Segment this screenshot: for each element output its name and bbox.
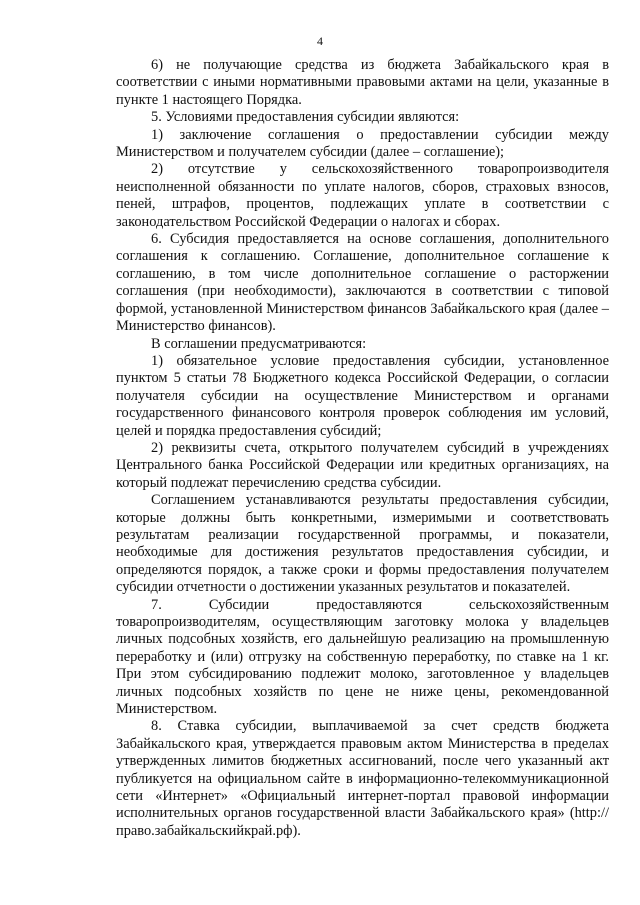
paragraph-agreement-provisions: В соглашении предусматриваются: (151, 335, 367, 352)
paragraph-agreement-item-1: 1) обязательное условие предоставления субсидии, установленное пунктом 5 статьи 78 Бюджетного кодекса Российской Федерации, о согласии получателя субсидии на осуществление Министерством и органами государственного финансового контроля проверок соблюдения им условий, целей и порядка предоставления субсидий; (116, 352, 609, 439)
paragraph-clause-5-item-2: 2) отсутствие у сельскохозяйственного товаропроизводителя неисполненной обязанности по уплате налогов, сборов, страховых взносов, пеней, штрафов, процентов, подлежащих уплате в соответствии с законодательством Российской Федерации о налогах и сборах. (116, 161, 609, 230)
paragraph-agreement-results: Соглашением устанавливаются результаты предоставления субсидии, которые должны быть конкретными, измеримыми и соответствовать результатам реализации государственной программы, и показатели, необходимые для достижения результатов предоставления субсидии, и определяются порядок, а также сроки и формы предоставления получателем субсидии отчетности о достижении указанных результатов и показателей. (116, 492, 609, 596)
paragraph-clause-5-heading: 5. Условиями предоставления субсидии являются: (151, 109, 460, 126)
paragraph-clause-6: 6. Субсидия предоставляется на основе соглашения, дополнительного соглашения к соглашению. Соглашение, дополнительное соглашение к соглашению, в том числе дополнительное соглашение о расторжении соглашения (при необходимости), заключаются в соответствии с типовой формой, установленной Министерством финансов Забайкальского края (далее – Министерство финансов). (116, 231, 609, 335)
document-body (116, 57, 609, 840)
paragraph-clause-5-item-1: 1) заключение соглашения о предоставлении субсидии между Министерством и получателем субсидии (далее – соглашение); (116, 126, 609, 161)
page-number: 4 (317, 34, 323, 48)
paragraph-item-6: 6) не получающие средства из бюджета Забайкальского края в соответствии с иными нормативными правовыми актами на цели, указанные в пункте 1 настоящего Порядка. (116, 57, 609, 108)
paragraph-agreement-item-2: 2) реквизиты счета, открытого получателем субсидий в учреждениях Центрального банка Российской Федерации или кредитных организациях, на который подлежат перечислению средства субсидии. (116, 439, 609, 491)
paragraph-clause-8: 8. Ставка субсидии, выплачиваемой за счет средств бюджета Забайкальского края, утверждается правовым актом Министерства в пределах утвержденных лимитов бюджетных ассигнований, после чего указанный акт публикуется на официальном сайте в информационно-телекоммуникационной сети «Интернет» «Официальный интернет-портал правовой информации исполнительных органов государственной власти Забайкальского края» (http://право.забайкальскийкрай.рф). (116, 718, 609, 839)
paragraph-clause-7: 7. Субсидии предоставляются сельскохозяйственным товаропроизводителям, осуществляющим заготовку молока у владельцев личных подсобных хозяйств, его дальнейшую реализацию на промышленную переработку и (или) отгрузку на собственную переработку, по ставке на 1 кг. При этом субсидированию подлежит молоко, заготовленное у владельцев личных подсобных хозяйств по цене не ниже цены, рекомендованной Министерством. (116, 596, 609, 718)
